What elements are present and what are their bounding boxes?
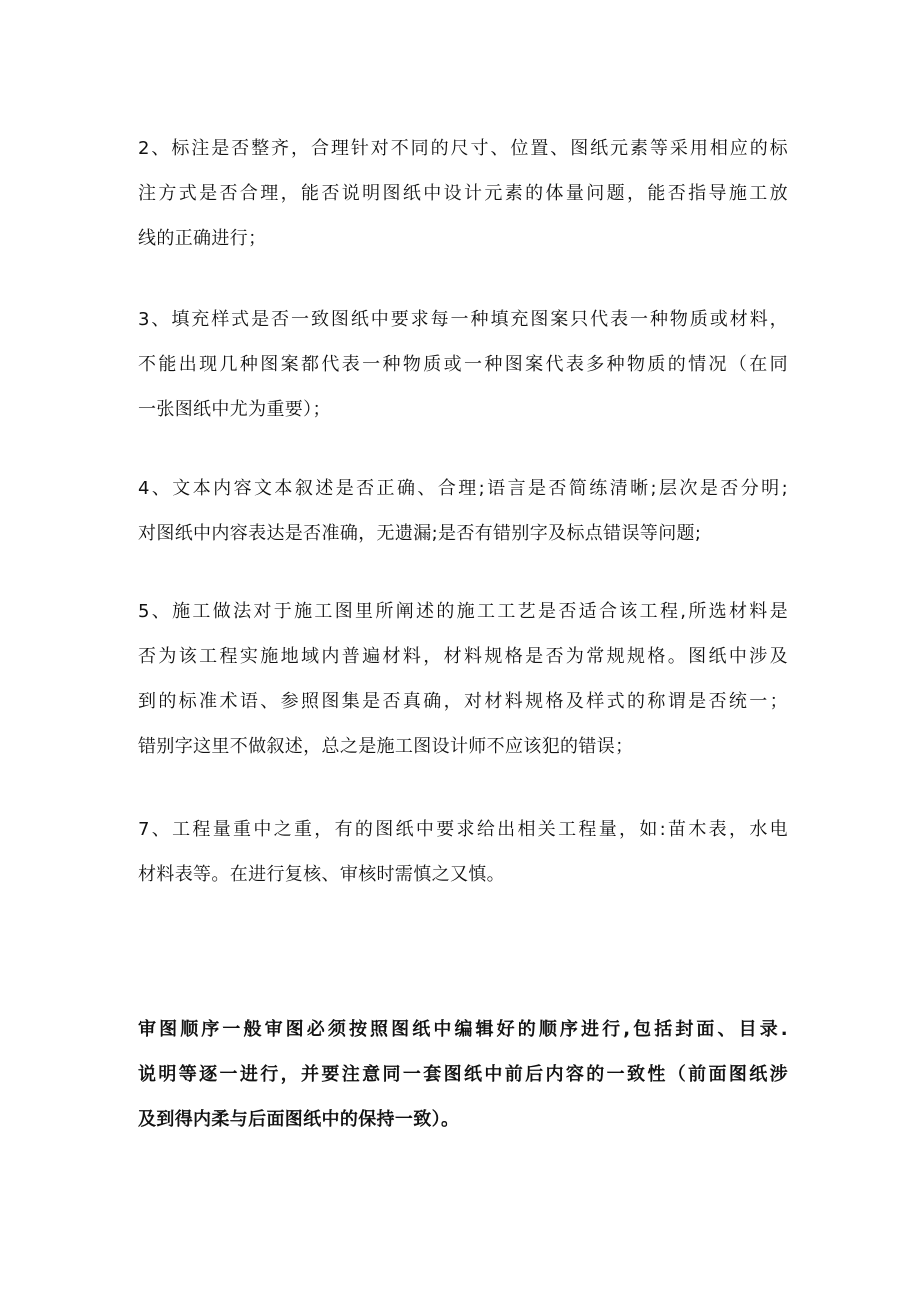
text-line: 错别字这里不做叙述，总之是施工图设计师不应该犯的错误； — [138, 736, 634, 757]
text-line: 审图顺序一般审图必须按照图纸中编辑好的顺序进行,包括封面、目录. — [138, 1019, 788, 1040]
text-line: 3、填充样式是否一致图纸中要求每一种填充图案只代表一种物质或材料， — [138, 309, 788, 330]
paragraph-item-5 — [138, 589, 788, 769]
text-line: 及到得内柔与后面图纸中的保持一致）。 — [138, 1109, 460, 1130]
text-line: 7、工程量重中之重，有的图纸中要求给出相关工程量，如:苗木表，水电 — [138, 819, 788, 840]
text-line: 注方式是否合理，能否说明图纸中设计元素的体量问题，能否指导施工放 — [138, 183, 788, 204]
text-line: 2、标注是否整齐，合理针对不同的尺寸、位置、图纸元素等采用相应的标 — [138, 138, 788, 159]
paragraph-item-4 — [138, 466, 788, 556]
text-line: 对图纸中内容表达是否准确，无遗漏;是否有错别字及标点错误等问题; — [138, 523, 702, 544]
review-order-paragraph — [138, 1007, 788, 1142]
text-line: 5、施工做法对于施工图里所阐述的施工工艺是否适合该工程,所选材料是 — [138, 601, 788, 622]
text-line: 不能出现几种图案都代表一种物质或一种图案代表多种物质的情况（在同 — [138, 354, 788, 375]
text-line: 说明等逐一进行，并要注意同一套图纸中前后内容的一致性（前面图纸涉 — [138, 1064, 788, 1085]
text-line: 一张图纸中尤为重要）； — [138, 399, 331, 420]
text-line: 材料表等。在进行复核、审核时需慎之又慎。 — [138, 864, 505, 885]
paragraph-item-3 — [138, 297, 788, 432]
text-line: 到的标准术语、参照图集是否真确，对材料规格及样式的称谓是否统一； — [138, 691, 788, 712]
text-line: 线的正确进行； — [138, 228, 267, 249]
paragraph-item-7 — [138, 807, 788, 897]
text-line: 否为该工程实施地域内普遍材料，材料规格是否为常规规格。图纸中涉及 — [138, 646, 788, 667]
text-line: 4、文本内容文本叙述是否正确、合理;语言是否简练清晰;层次是否分明; — [138, 478, 788, 499]
paragraph-item-2 — [138, 126, 788, 261]
